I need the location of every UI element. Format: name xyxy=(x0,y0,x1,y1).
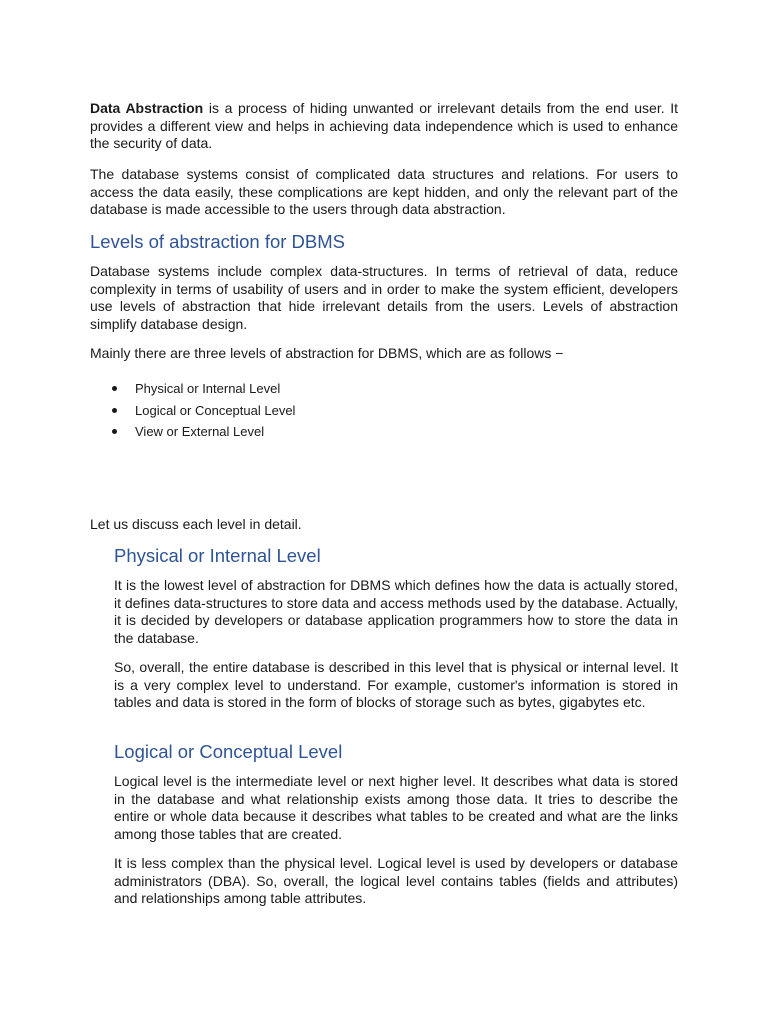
physical-paragraph-1: It is the lowest level of abstraction for DBMS which defines how the data is actually stored, it defines data-structures to store data and access methods used by the database. Actually, it is decided by developers or database application programmers how to store the data in the database. xyxy=(114,577,678,646)
physical-paragraph-2: So, overall, the entire database is described in this level that is physical or internal level. It is a very complex level to understand. For example, customer's information is stored in tables and data is stored in the form of blocks of storage such as bytes, gigabytes etc. xyxy=(114,659,678,710)
list-item: Logical or Conceptual Level xyxy=(112,400,295,422)
list-item: View or External Level xyxy=(112,421,295,443)
levels-paragraph-1: Database systems include complex data-structures. In terms of retrieval of data, reduce complexity in terms of usability of users and in order to make the system efficient, developers use levels of abstraction that hide irrelevant details from the users. Levels of abstraction simplify database design. xyxy=(90,263,678,332)
logical-paragraph-2: It is less complex than the physical level. Logical level is used by developers or database administrators (DBA). So, overall, the logical level contains tables (fields and attributes) and relationships among table attributes. xyxy=(114,855,678,906)
levels-list xyxy=(112,378,295,443)
levels-heading: Levels of abstraction for DBMS xyxy=(90,231,345,252)
intro-term: Data Abstraction xyxy=(90,100,204,116)
bullet-icon xyxy=(112,386,117,391)
logical-heading: Logical or Conceptual Level xyxy=(114,741,343,762)
transition-text: Let us discuss each level in detail. xyxy=(90,516,302,532)
physical-heading: Physical or Internal Level xyxy=(114,545,321,566)
intro-paragraph-2: The database systems consist of complicated data structures and relations. For users to access the data easily, these complications are kept hidden, and only the relevant part of the database is made accessible to the users through data abstraction. xyxy=(90,166,678,217)
bullet-icon xyxy=(112,429,117,434)
list-item: Physical or Internal Level xyxy=(112,378,295,400)
levels-paragraph-2: Mainly there are three levels of abstraction for DBMS, which are as follows − xyxy=(90,345,564,361)
intro-paragraph-1 xyxy=(90,100,678,153)
intro-paragraph-1-text: is a process of hiding unwanted or irrelevant details from the end user. It provides a different view and helps in achieving data independence which is used to enhance the security of data. xyxy=(90,100,678,151)
logical-paragraph-1: Logical level is the intermediate level or next higher level. It describes what data is stored in the database and what relationship exists among those data. It tries to describe the entire or whole data because it describes what tables to be created and what are the links among those tables that are created. xyxy=(114,773,678,842)
bullet-icon xyxy=(112,408,117,413)
